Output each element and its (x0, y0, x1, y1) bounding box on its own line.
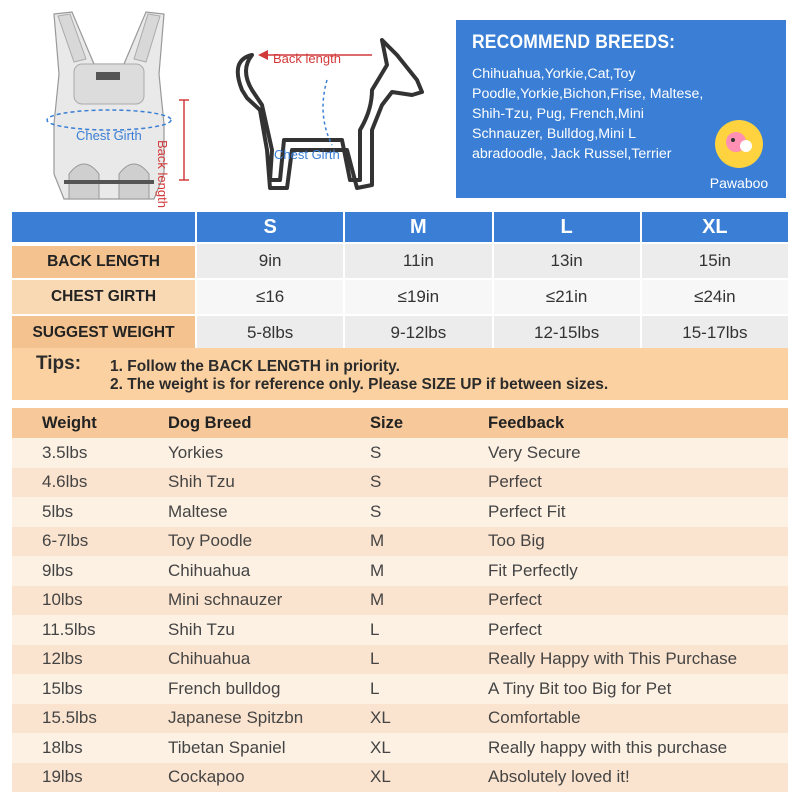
weight-cell: 19lbs (42, 767, 83, 787)
size-cell: 15-17lbs (640, 316, 788, 350)
feedback-cell: Comfortable (488, 708, 581, 728)
breed-cell: Shih Tzu (168, 472, 235, 492)
top-illustration-area (0, 0, 800, 212)
feedback-cell: Perfect (488, 590, 542, 610)
weight-cell: 10lbs (42, 590, 83, 610)
feedback-cell: Perfect (488, 472, 542, 492)
header-feedback: Feedback (488, 413, 565, 432)
dog-back-length-label: Back length (273, 51, 341, 66)
table-row (12, 615, 788, 645)
tip-line-2: 2. The weight is for reference only. Please SIZE UP if between sizes. (110, 376, 609, 393)
table-row (12, 468, 788, 498)
recommend-breeds-panel (456, 20, 786, 198)
size-header-l: L (492, 212, 640, 242)
weight-cell: 15.5lbs (42, 708, 97, 728)
size-cell: XL (370, 708, 391, 728)
header-dog-breed: Dog Breed (168, 413, 252, 432)
breed-cell: Tibetan Spaniel (168, 737, 286, 757)
feedback-cell: A Tiny Bit too Big for Pet (488, 678, 672, 698)
carrier-chest-girth-label: Chest Girth (76, 128, 142, 143)
pawaboo-logo (704, 116, 774, 194)
size-cell: XL (370, 737, 391, 757)
size-cell: M (370, 560, 385, 580)
feedback-cell: Perfect (488, 619, 542, 639)
table-row (12, 438, 788, 468)
size-cell: M (370, 531, 385, 551)
dog-chest-girth-label: Chest Girth (274, 147, 340, 162)
size-cell: ≤19in (343, 280, 491, 314)
weight-cell: 18lbs (42, 737, 83, 757)
recommend-breeds-title: RECOMMEND BREEDS: (472, 32, 676, 53)
size-cell: 5-8lbs (195, 316, 343, 350)
size-chart-row-back-length (12, 244, 788, 278)
table-row (12, 733, 788, 763)
weight-cell: 3.5lbs (42, 442, 88, 462)
header-size: Size (370, 413, 404, 432)
tips-banner (12, 348, 788, 400)
row-label: SUGGEST WEIGHT (12, 316, 195, 350)
size-chart-table (12, 212, 788, 350)
row-label: CHEST GIRTH (12, 280, 195, 314)
size-cell: ≤21in (492, 280, 640, 314)
table-row (12, 527, 788, 557)
weight-cell: 6-7lbs (42, 531, 89, 551)
feedback-header-row (12, 408, 788, 438)
weight-cell: 4.6lbs (42, 472, 88, 492)
tip-line-1: 1. Follow the BACK LENGTH in priority. (110, 358, 400, 375)
size-chart-row-chest-girth (12, 278, 788, 314)
table-row (12, 763, 788, 793)
size-cell: S (370, 501, 382, 521)
feedback-cell: Really happy with this purchase (488, 737, 728, 757)
feedback-cell: Perfect Fit (488, 501, 566, 521)
row-label: BACK LENGTH (12, 244, 195, 278)
size-cell: 15in (640, 244, 788, 278)
breed-cell: Japanese Spitzbn (168, 708, 304, 728)
breed-cell: Mini schnauzer (168, 590, 283, 610)
recommend-breeds-list: Chihuahua,Yorkie,Cat,Toy Poodle,Yorkie,Bichon,Frise, Maltese, Shih-Tzu, Pug, French,Mini Schnauzer, Bulldog,Mini L abradoodle, Jack Russel,Terrier (472, 66, 704, 162)
size-cell: 9in (195, 244, 343, 278)
size-cell: S (370, 442, 382, 462)
breed-cell: Cockapoo (168, 767, 245, 787)
table-row (12, 645, 788, 675)
size-cell: M (370, 590, 385, 610)
pawaboo-logo-text: Pawaboo (709, 175, 769, 191)
size-cell: S (370, 472, 382, 492)
size-cell: L (370, 649, 380, 669)
carrier-back-length-label: Back length (155, 140, 170, 208)
table-row (12, 586, 788, 616)
breed-cell: Chihuahua (168, 560, 251, 580)
weight-cell: 15lbs (42, 678, 83, 698)
weight-cell: 9lbs (42, 560, 74, 580)
size-cell: 11in (343, 244, 491, 278)
pawaboo-logo-icon (704, 116, 774, 174)
feedback-cell: Absolutely loved it! (488, 767, 630, 787)
size-cell: 9-12lbs (343, 316, 491, 350)
tips-label: Tips: (36, 353, 82, 374)
table-row (12, 704, 788, 734)
weight-cell: 12lbs (42, 649, 83, 669)
weight-cell: 11.5lbs (42, 619, 96, 639)
size-cell: 12-15lbs (492, 316, 640, 350)
weight-cell: 5lbs (42, 501, 74, 521)
feedback-cell: Really Happy with This Purchase (488, 649, 738, 669)
breed-cell: Shih Tzu (168, 619, 235, 639)
table-row (12, 556, 788, 586)
breed-cell: Chihuahua (168, 649, 251, 669)
size-cell: XL (370, 767, 391, 787)
size-cell: ≤24in (640, 280, 788, 314)
header-weight: Weight (42, 413, 97, 432)
size-cell: ≤16 (195, 280, 343, 314)
feedback-cell: Fit Perfectly (488, 560, 578, 580)
customer-feedback-table (12, 408, 788, 792)
breed-cell: Yorkies (168, 442, 224, 462)
size-header-m: M (343, 212, 491, 242)
size-cell: L (370, 678, 380, 698)
size-cell: 13in (492, 244, 640, 278)
table-row (12, 674, 788, 704)
size-chart-row-suggest-weight (12, 314, 788, 350)
feedback-cell: Very Secure (488, 442, 581, 462)
size-chart-header-blank (12, 212, 195, 242)
breed-cell: Maltese (168, 501, 228, 521)
breed-cell: Toy Poodle (168, 531, 253, 551)
size-header-s: S (195, 212, 343, 242)
feedback-rows (12, 438, 788, 792)
carrier-illustration (14, 4, 204, 209)
size-chart-header-row (12, 212, 788, 242)
size-cell: L (370, 619, 380, 639)
breed-cell: French bulldog (168, 678, 281, 698)
size-header-xl: XL (640, 212, 788, 242)
table-row (12, 497, 788, 527)
feedback-cell: Too Big (488, 531, 545, 551)
